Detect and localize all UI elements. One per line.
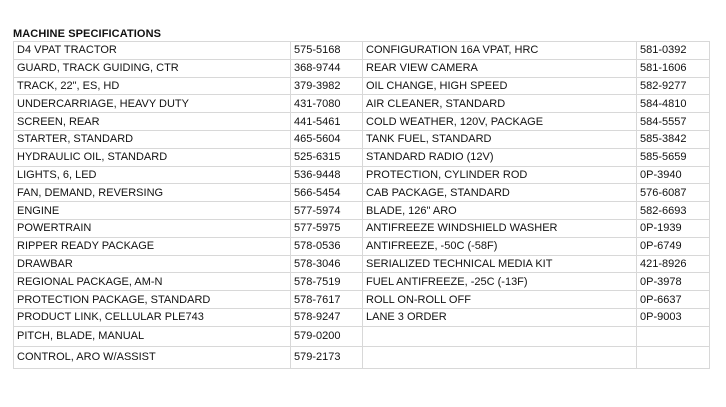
left-part-number: 578-9247 bbox=[291, 308, 363, 326]
right-description: CAB PACKAGE, STANDARD bbox=[363, 184, 637, 202]
left-description: SCREEN, REAR bbox=[14, 113, 291, 131]
right-part-number: 0P-6637 bbox=[637, 291, 710, 309]
left-description: POWERTRAIN bbox=[14, 219, 291, 237]
right-description: LANE 3 ORDER bbox=[363, 308, 637, 326]
left-description: LIGHTS, 6, LED bbox=[14, 166, 291, 184]
page-title: MACHINE SPECIFICATIONS bbox=[13, 28, 162, 40]
table-row bbox=[14, 166, 710, 184]
left-part-number: 566-5454 bbox=[291, 184, 363, 202]
table-row bbox=[14, 77, 710, 95]
right-part-number: 585-5659 bbox=[637, 148, 710, 166]
left-description: ENGINE bbox=[14, 202, 291, 220]
left-part-number: 525-6315 bbox=[291, 148, 363, 166]
right-part-number: 0P-3978 bbox=[637, 273, 710, 291]
right-part-number bbox=[637, 346, 710, 368]
right-description: AIR CLEANER, STANDARD bbox=[363, 95, 637, 113]
right-description: OIL CHANGE, HIGH SPEED bbox=[363, 77, 637, 95]
right-description: CONFIGURATION 16A VPAT, HRC bbox=[363, 42, 637, 60]
left-description: GUARD, TRACK GUIDING, CTR bbox=[14, 59, 291, 77]
left-part-number: 441-5461 bbox=[291, 113, 363, 131]
left-description: HYDRAULIC OIL, STANDARD bbox=[14, 148, 291, 166]
left-description: TRACK, 22", ES, HD bbox=[14, 77, 291, 95]
right-description: TANK FUEL, STANDARD bbox=[363, 130, 637, 148]
left-description: PROTECTION PACKAGE, STANDARD bbox=[14, 291, 291, 309]
right-part-number: 582-9277 bbox=[637, 77, 710, 95]
right-description: REAR VIEW CAMERA bbox=[363, 59, 637, 77]
right-description: BLADE, 126" ARO bbox=[363, 202, 637, 220]
table-row bbox=[14, 95, 710, 113]
left-part-number: 578-3046 bbox=[291, 255, 363, 273]
left-part-number: 578-7617 bbox=[291, 291, 363, 309]
left-description: STARTER, STANDARD bbox=[14, 130, 291, 148]
right-description: ANTIFREEZE WINDSHIELD WASHER bbox=[363, 219, 637, 237]
right-part-number: 582-6693 bbox=[637, 202, 710, 220]
table-row bbox=[14, 326, 710, 346]
table-row bbox=[14, 308, 710, 326]
table-row bbox=[14, 291, 710, 309]
left-part-number: 577-5974 bbox=[291, 202, 363, 220]
right-description: COLD WEATHER, 120V, PACKAGE bbox=[363, 113, 637, 131]
right-part-number: 585-3842 bbox=[637, 130, 710, 148]
table-row bbox=[14, 273, 710, 291]
right-part-number: 584-5557 bbox=[637, 113, 710, 131]
right-description bbox=[363, 326, 637, 346]
left-part-number: 465-5604 bbox=[291, 130, 363, 148]
left-description: PITCH, BLADE, MANUAL bbox=[14, 326, 291, 346]
right-part-number: 581-1606 bbox=[637, 59, 710, 77]
right-description: SERIALIZED TECHNICAL MEDIA KIT bbox=[363, 255, 637, 273]
left-part-number: 578-0536 bbox=[291, 237, 363, 255]
left-description: DRAWBAR bbox=[14, 255, 291, 273]
left-part-number: 579-2173 bbox=[291, 346, 363, 368]
right-description: PROTECTION, CYLINDER ROD bbox=[363, 166, 637, 184]
specifications-table bbox=[13, 41, 710, 369]
right-part-number bbox=[637, 326, 710, 346]
left-part-number: 577-5975 bbox=[291, 219, 363, 237]
table-row bbox=[14, 113, 710, 131]
right-part-number: 584-4810 bbox=[637, 95, 710, 113]
table-row bbox=[14, 42, 710, 60]
right-description: FUEL ANTIFREEZE, -25C (-13F) bbox=[363, 273, 637, 291]
right-part-number: 0P-1939 bbox=[637, 219, 710, 237]
table-row bbox=[14, 346, 710, 368]
right-part-number: 581-0392 bbox=[637, 42, 710, 60]
right-part-number: 0P-3940 bbox=[637, 166, 710, 184]
left-description: FAN, DEMAND, REVERSING bbox=[14, 184, 291, 202]
right-part-number: 0P-6749 bbox=[637, 237, 710, 255]
table-row bbox=[14, 255, 710, 273]
table-row bbox=[14, 59, 710, 77]
table-row bbox=[14, 130, 710, 148]
table-row bbox=[14, 219, 710, 237]
left-part-number: 578-7519 bbox=[291, 273, 363, 291]
right-description bbox=[363, 346, 637, 368]
right-part-number: 421-8926 bbox=[637, 255, 710, 273]
table-row bbox=[14, 184, 710, 202]
right-part-number: 0P-9003 bbox=[637, 308, 710, 326]
left-description: RIPPER READY PACKAGE bbox=[14, 237, 291, 255]
left-part-number: 379-3982 bbox=[291, 77, 363, 95]
table-row bbox=[14, 202, 710, 220]
left-part-number: 575-5168 bbox=[291, 42, 363, 60]
left-description: D4 VPAT TRACTOR bbox=[14, 42, 291, 60]
table-row bbox=[14, 148, 710, 166]
table-row bbox=[14, 237, 710, 255]
left-part-number: 368-9744 bbox=[291, 59, 363, 77]
right-description: ANTIFREEZE, -50C (-58F) bbox=[363, 237, 637, 255]
left-part-number: 579-0200 bbox=[291, 326, 363, 346]
left-part-number: 431-7080 bbox=[291, 95, 363, 113]
right-description: STANDARD RADIO (12V) bbox=[363, 148, 637, 166]
right-description: ROLL ON-ROLL OFF bbox=[363, 291, 637, 309]
left-part-number: 536-9448 bbox=[291, 166, 363, 184]
left-description: UNDERCARRIAGE, HEAVY DUTY bbox=[14, 95, 291, 113]
right-part-number: 576-6087 bbox=[637, 184, 710, 202]
left-description: PRODUCT LINK, CELLULAR PLE743 bbox=[14, 308, 291, 326]
left-description: REGIONAL PACKAGE, AM-N bbox=[14, 273, 291, 291]
left-description: CONTROL, ARO W/ASSIST bbox=[14, 346, 291, 368]
